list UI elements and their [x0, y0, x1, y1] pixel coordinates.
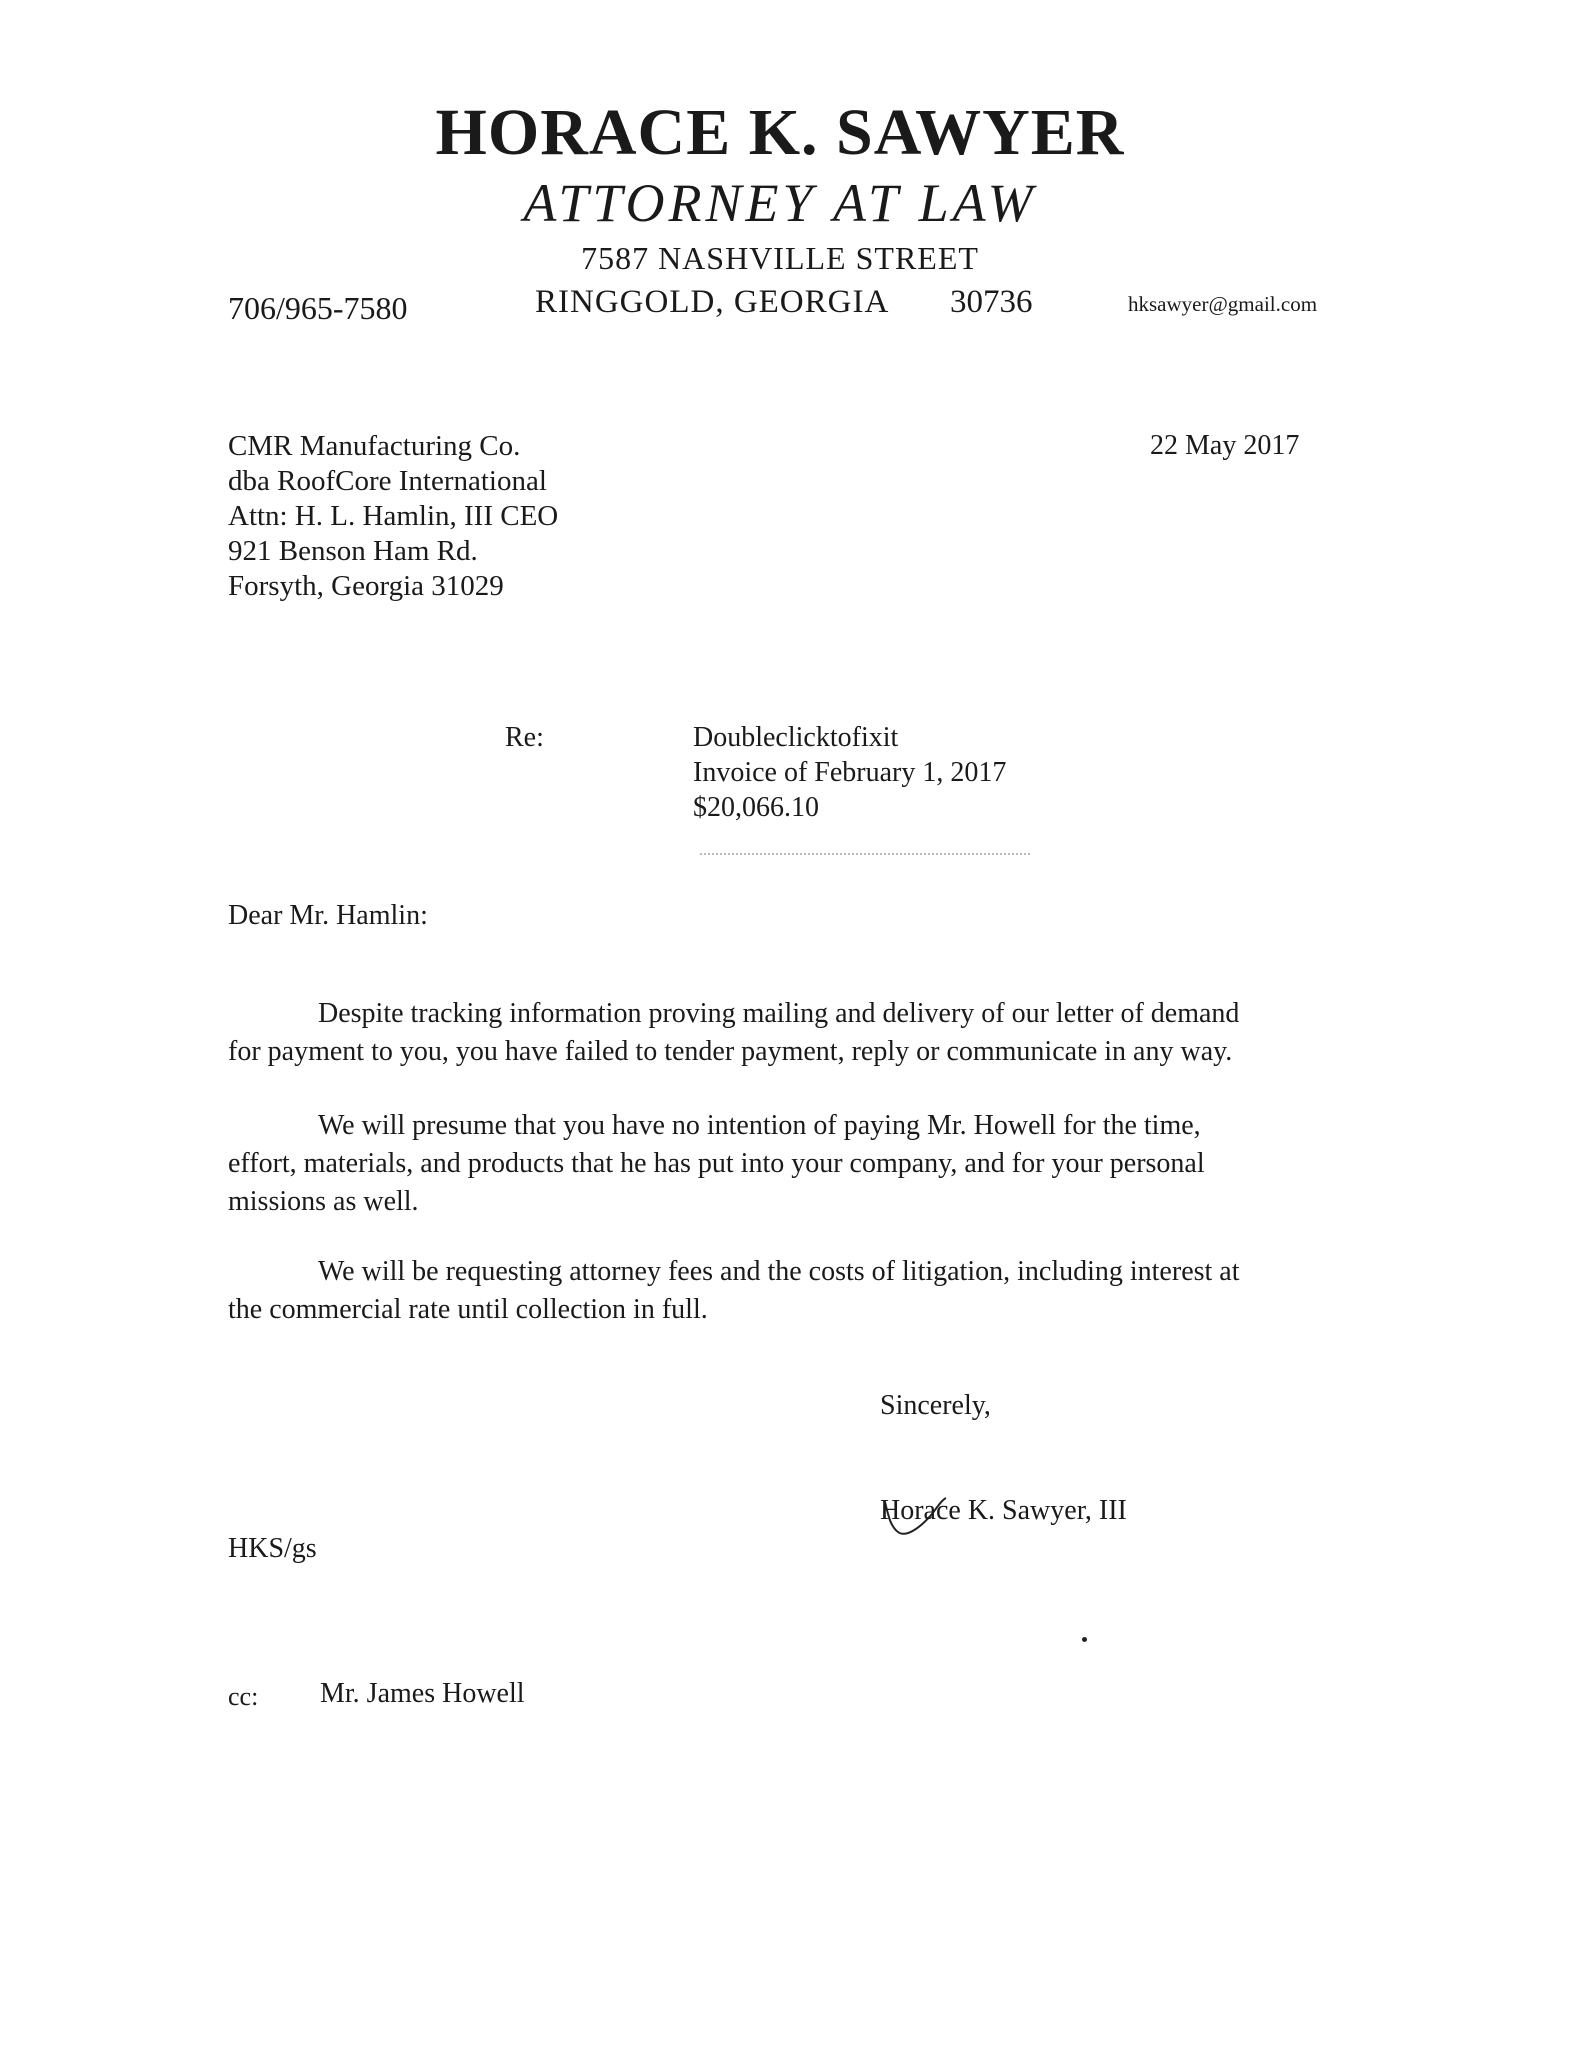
re-line: $20,066.10 — [693, 792, 819, 823]
cc-name: Mr. James Howell — [320, 1678, 525, 1709]
letterhead-name: HORACE K. SAWYER — [435, 96, 1125, 169]
recipient-line: Attn: H. L. Hamlin, III CEO — [228, 500, 559, 532]
letter-date: 22 May 2017 — [1150, 430, 1300, 461]
cc-label: cc: — [228, 1682, 259, 1711]
recipient-line: dba RoofCore International — [228, 465, 547, 497]
paragraph-line: the commercial rate until collection in full. — [228, 1294, 708, 1325]
paragraph-line: effort, materials, and products that he has put into your company, and for your personal — [228, 1148, 1205, 1179]
signature-name: Horace K. Sawyer, III — [880, 1495, 1127, 1526]
typist-initials: HKS/gs — [228, 1533, 317, 1564]
letterhead-city: RINGGOLD, GEORGIA — [535, 284, 890, 320]
re-line: Doubleclicktofixit — [693, 722, 899, 753]
recipient-line: Forsyth, Georgia 31029 — [228, 570, 504, 602]
scan-dot — [1082, 1637, 1087, 1642]
letterhead-email[interactable]: hksawyer@gmail.com — [1128, 292, 1318, 316]
scan-smudge — [700, 853, 1030, 857]
paragraph-line: Despite tracking information proving mailing and delivery of our letter of demand — [318, 998, 1240, 1029]
recipient-line: 921 Benson Ham Rd. — [228, 535, 478, 567]
paragraph-line: We will presume that you have no intention of paying Mr. Howell for the time, — [318, 1110, 1201, 1141]
paragraph-line: missions as well. — [228, 1186, 419, 1217]
letterhead-street: 7587 NASHVILLE STREET — [581, 240, 979, 276]
re-line: Invoice of February 1, 2017 — [693, 757, 1007, 788]
paragraph-line: for payment to you, you have failed to tender payment, reply or communicate in any way. — [228, 1036, 1233, 1067]
salutation: Dear Mr. Hamlin: — [228, 900, 428, 931]
recipient-line: CMR Manufacturing Co. — [228, 430, 521, 462]
letterhead-title: ATTORNEY AT LAW — [523, 173, 1037, 233]
paragraph-line: We will be requesting attorney fees and the costs of litigation, including interest at — [318, 1256, 1240, 1287]
closing: Sincerely, — [880, 1390, 991, 1421]
letterhead-phone: 706/965-7580 — [228, 290, 408, 326]
letterhead-zip: 30736 — [950, 284, 1033, 320]
re-label: Re: — [505, 722, 544, 753]
